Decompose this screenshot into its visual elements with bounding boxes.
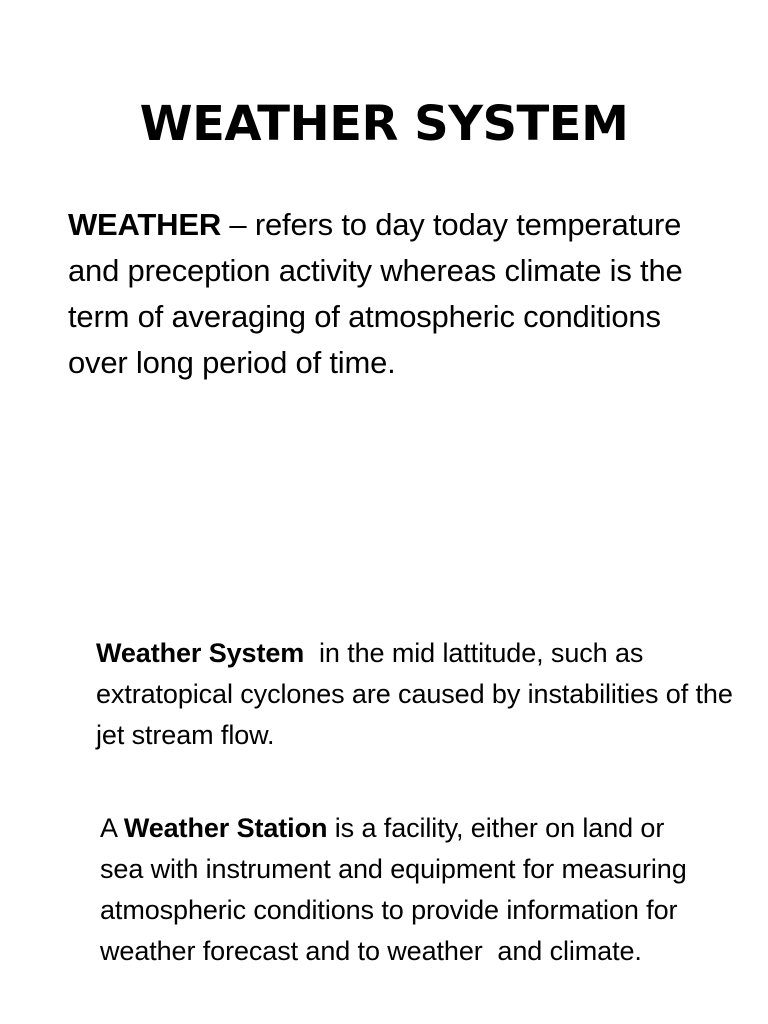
weather-station-term: Weather Station — [123, 813, 328, 843]
page-title: WEATHER SYSTEM — [139, 96, 629, 152]
weather-station-paragraph — [100, 808, 700, 972]
weather-term: WEATHER — [68, 207, 222, 242]
weather-definition-paragraph — [68, 202, 728, 386]
weather-station-text: is a facility, either on land or sea with instrument and equipment for measuring atmospheric conditions to provide information for weather forecast and to weather and climate. — [100, 813, 695, 966]
weather-definition-text: – refers to day today temperature and preception activity whereas climate is the term of averaging of atmospheric conditions over long period of time. — [68, 207, 683, 380]
weather-system-text: in the mid lattitude, such as extratopical cyclones are caused by instabilities of the jet stream flow. — [96, 638, 741, 750]
weather-station-prefix: A — [100, 813, 124, 843]
weather-system-term: Weather System — [96, 638, 305, 668]
weather-system-paragraph — [96, 633, 741, 756]
